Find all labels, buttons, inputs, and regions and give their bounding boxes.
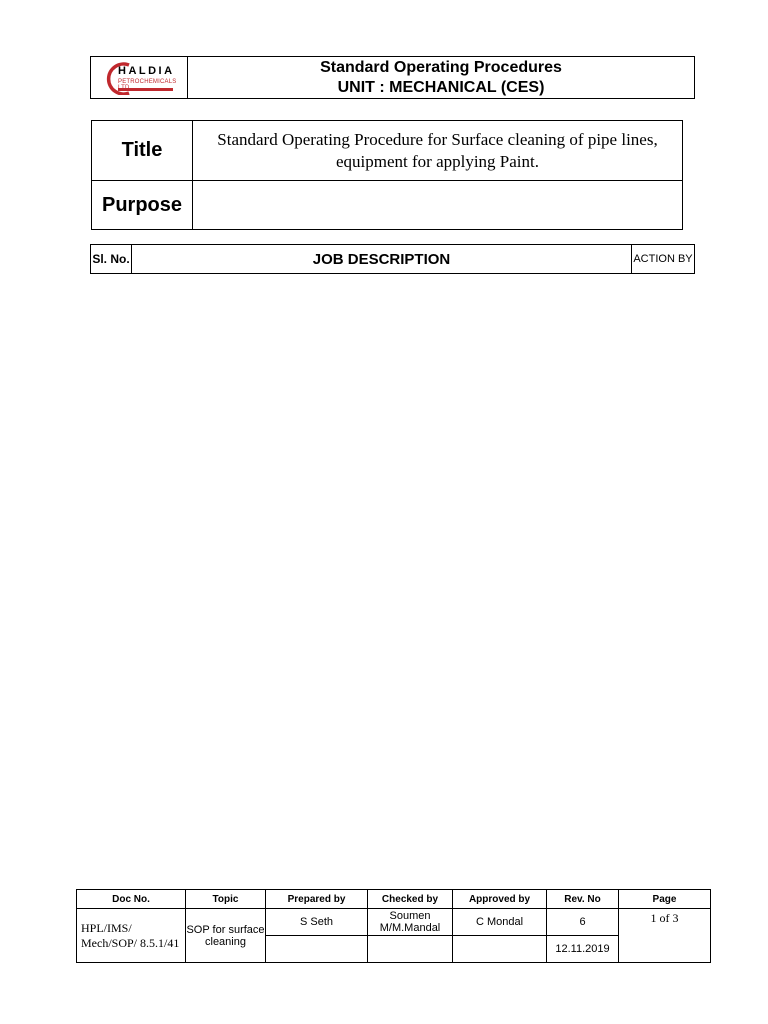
title-value: Standard Operating Procedure for Surface cleaning of pipe lines, equipment for applying Paint. bbox=[193, 121, 683, 181]
prepared-by-value: S Seth bbox=[266, 909, 368, 936]
approved-by-signature bbox=[453, 936, 547, 963]
purpose-label: Purpose bbox=[92, 181, 193, 230]
job-description-label: JOB DESCRIPTION bbox=[132, 245, 632, 274]
job-description-header bbox=[90, 244, 695, 274]
title-line-2: UNIT : MECHANICAL (CES) bbox=[337, 78, 545, 96]
footer-header-prepared-by: Prepared by bbox=[266, 890, 368, 909]
title-label: Title bbox=[92, 121, 193, 181]
title-line-1: Standard Operating Procedures bbox=[320, 58, 562, 76]
logo-underline bbox=[118, 88, 173, 91]
logo-subtext: PETROCHEMICALS bbox=[118, 79, 177, 85]
page-value: 1 of 3 bbox=[619, 909, 711, 963]
checked-by-value: Soumen M/M.Mandal bbox=[368, 909, 453, 936]
footer-header-checked-by: Checked by bbox=[368, 890, 453, 909]
title-purpose-table bbox=[91, 120, 683, 230]
purpose-value bbox=[193, 181, 683, 230]
header-table bbox=[90, 56, 695, 99]
checked-by-signature bbox=[368, 936, 453, 963]
approved-by-value: C Mondal bbox=[453, 909, 547, 936]
logo-cell bbox=[91, 57, 188, 99]
sl-no-header: Sl. No. bbox=[91, 245, 132, 274]
rev-no-value: 6 bbox=[547, 909, 619, 936]
footer-header-rev-no: Rev. No bbox=[547, 890, 619, 909]
footer-header-doc-no: Doc No. bbox=[77, 890, 186, 909]
document-title bbox=[188, 57, 695, 99]
doc-no-value: HPL/IMS/ Mech/SOP/ 8.5.1/41 bbox=[77, 909, 186, 963]
company-logo bbox=[103, 61, 177, 95]
footer-table bbox=[76, 889, 711, 963]
footer-header-approved-by: Approved by bbox=[453, 890, 547, 909]
logo-word: HALDIA bbox=[118, 65, 175, 77]
footer-header-page: Page bbox=[619, 890, 711, 909]
topic-value: SOP for surface cleaning bbox=[186, 909, 266, 963]
prepared-by-signature bbox=[266, 936, 368, 963]
footer-header-topic: Topic bbox=[186, 890, 266, 909]
action-by-header: ACTION BY bbox=[632, 245, 695, 274]
rev-date-value: 12.11.2019 bbox=[547, 936, 619, 963]
